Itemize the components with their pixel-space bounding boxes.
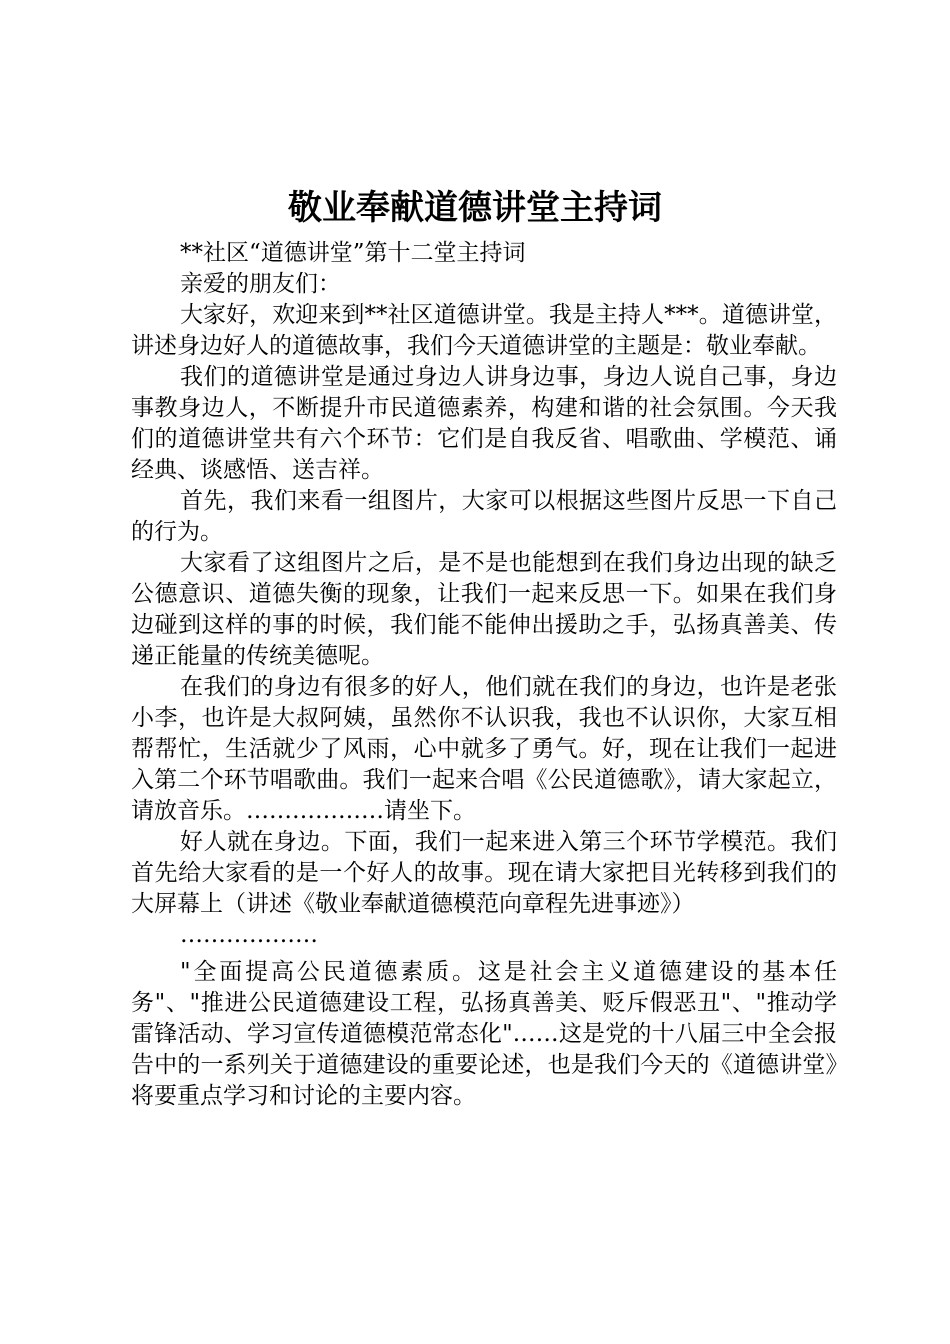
salutation-paragraph: 亲爱的朋友们： — [180, 271, 341, 297]
ellipsis-separator: ……………… — [180, 922, 318, 948]
body-paragraph: 好人就在身边。下面，我们一起来进入第三个环节学模范。我们首先给大家看的是一个好人的故事。现在请大家把目光转移到我们的大屏幕上（讲述《敬业奉献道德模范向章程先进事迹》） — [131, 829, 837, 917]
document-title: 敬业奉献道德讲堂主持词 — [288, 188, 662, 228]
body-paragraph: 大家好，欢迎来到**社区道德讲堂。我是主持人***。道德讲堂，讲述身边好人的道德故事，我们今天道德讲堂的主题是：敬业奉献。 — [131, 302, 837, 359]
body-paragraph: 首先，我们来看一组图片，大家可以根据这些图片反思一下自己的行为。 — [131, 488, 837, 545]
subtitle-paragraph: **社区“道德讲堂”第十二堂主持词 — [180, 240, 526, 266]
body-paragraph: 我们的道德讲堂是通过身边人讲身边事，身边人说自己事，身边事教身边人，不断提升市民道德素养，构建和谐的社会氛围。今天我们的道德讲堂共有六个环节：它们是自我反省、唱歌曲、学模范、诵经典、谈感悟、送吉祥。 — [131, 364, 837, 483]
document-body — [131, 238, 837, 1112]
body-paragraph: 在我们的身边有很多的好人，他们就在我们的身边，也许是老张小李，也许是大叔阿姨，虽然你不认识我，我也不认识你，大家互相帮帮忙，生活就少了风雨，心中就多了勇气。好，现在让我们一起进入第二个环节唱歌曲。我们一起来合唱《公民道德歌》，请大家起立，请放音乐。………………请坐下。 — [131, 674, 837, 824]
body-paragraph: 大家看了这组图片之后，是不是也能想到在我们身边出现的缺乏公德意识、道德失衡的现象，让我们一起来反思一下。如果在我们身边碰到这样的事的时候，我们能不能伸出援助之手，弘扬真善美、传递正能量的传统美德呢。 — [131, 550, 837, 669]
body-paragraph: "全面提高公民道德素质。这是社会主义道德建设的基本任务"、"推进公民道德建设工程，弘扬真善美、贬斥假恶丑"、"推动学雷锋活动、学习宣传道德模范常态化"……这是党的十八届三中全会报告中的一系列关于道德建设的重要论述，也是我们今天的《道德讲堂》将要重点学习和讨论的主要内容。 — [131, 959, 837, 1109]
